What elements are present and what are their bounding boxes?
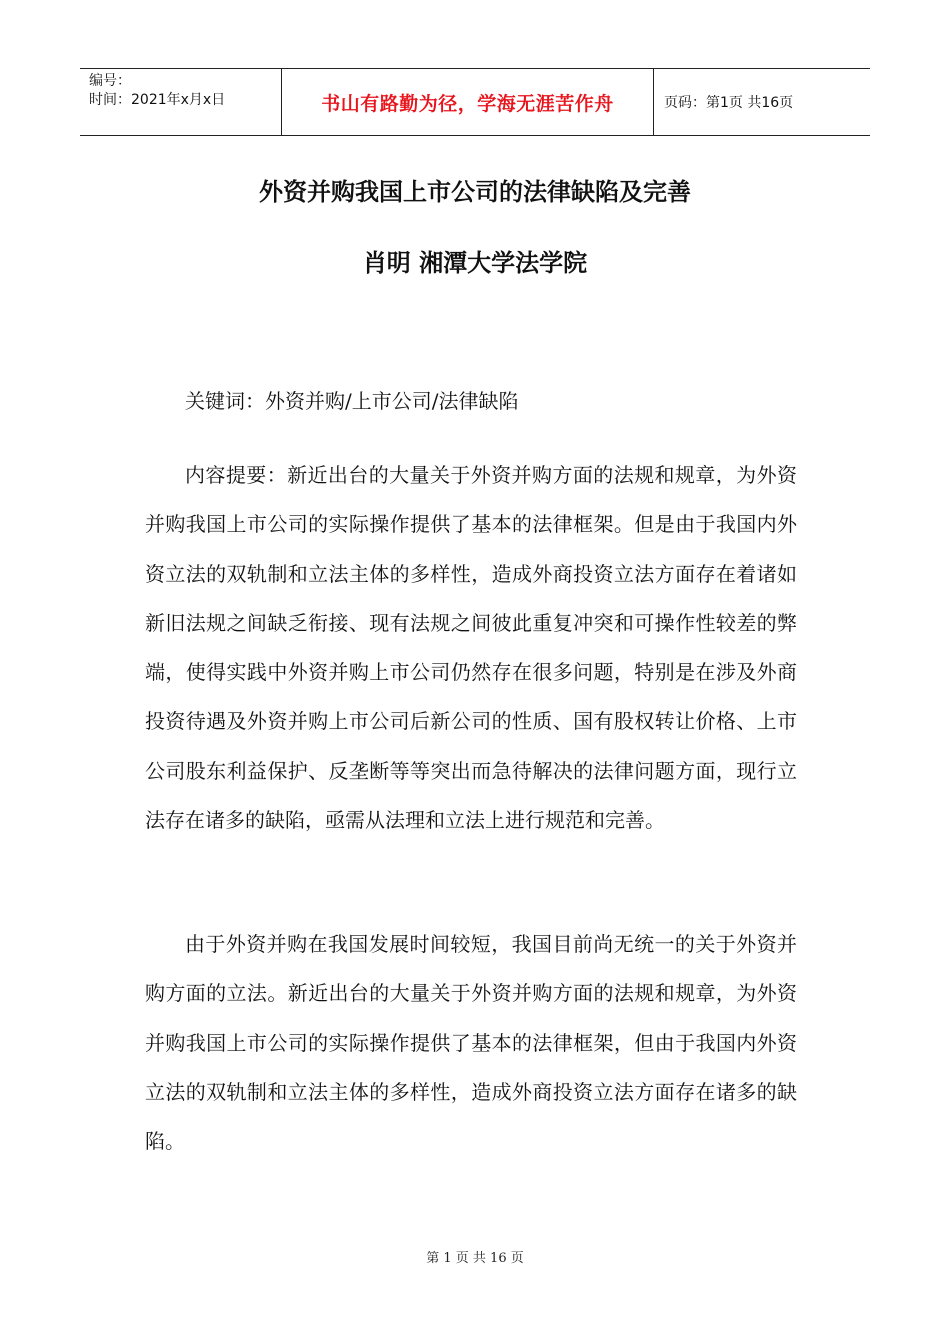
keywords-line: 关键词：外资并购/上市公司/法律缺陷 <box>185 389 519 413</box>
document-title: 外资并购我国上市公司的法律缺陷及完善 <box>259 178 691 206</box>
header-motto: 书山有路勤为径，学海无涯苦作舟 <box>282 69 654 135</box>
header-page-info: 页码：第1页 共16页 <box>664 95 794 111</box>
abstract-paragraph: 内容提要：新近出台的大量关于外资并购方面的法规和规章，为外资并购我国上市公司的实际操作提供了基本的法律框架。但是由于我国内外资立法的双轨制和立法主体的多样性，造成外商投资立法方面存在着诸如新旧法规之间缺乏衔接、现有法规之间彼此重复冲突和可操作性较差的弊端，使得实践中外资并购上市公司仍然存在很多问题，特别是在涉及外商投资待遇及外资并购上市公司后新公司的性质、国有股权转让价格、上市公司股东利益保护、反垄断等等突出而急待解决的法律问题方面，现行立法存在诸多的缺陷，亟需从法理和立法上进行规范和完善。 <box>145 463 797 833</box>
page-header <box>80 68 870 136</box>
date-line: 时间：2021年x月x日 <box>89 92 226 108</box>
serial-label: 编号： <box>89 73 131 89</box>
author-line: 肖明 湘潭大学法学院 <box>362 249 588 277</box>
body-paragraph: 由于外资并购在我国发展时间较短，我国目前尚无统一的关于外资并购方面的立法。新近出台的大量关于外资并购方面的法规和规章，为外资并购我国上市公司的实际操作提供了基本的法律框架，但由于我国内外资立法的双轨制和立法主体的多样性，造成外商投资立法方面存在诸多的缺陷。 <box>145 932 797 1154</box>
header-meta <box>80 69 282 135</box>
page-footer: 第 1 页 共 16 页 <box>426 1251 524 1266</box>
